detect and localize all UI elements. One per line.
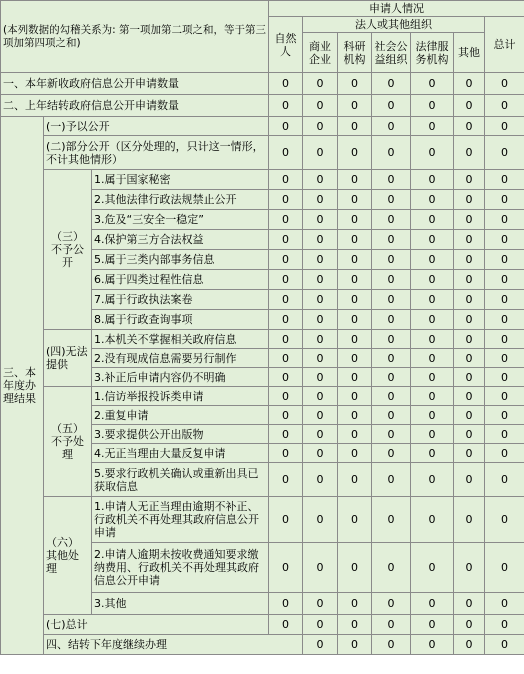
cell-value: 0 [454,387,485,406]
social-header: 社会公益组织 [372,33,411,73]
table-note: (本列数据的勾稽关系为: 第一项加第二项之和，等于第三项加第四项之和) [1,1,269,73]
cell-value: 0 [485,635,524,655]
cell-value: 0 [372,117,411,136]
row-label: 3.其他 [92,593,269,615]
legal-org-header: 法人或其他组织 [303,17,485,33]
cell-value: 0 [269,290,303,310]
cell-value: 0 [411,543,454,593]
cell-value: 0 [338,497,372,543]
cell-value: 0 [269,543,303,593]
cell-value: 0 [485,368,524,387]
cell-value: 0 [269,170,303,190]
cell-value: 0 [485,270,524,290]
cell-value: 0 [269,330,303,349]
section-label-not-disclosed: （三）不予公开 [44,170,92,330]
cell-value: 0 [372,95,411,117]
row-label: 4.保护第三方合法权益 [92,230,269,250]
cell-value: 0 [485,310,524,330]
cell-value: 0 [454,463,485,497]
cell-value: 0 [454,444,485,463]
cell-value: 0 [269,349,303,368]
cell-value: 0 [372,230,411,250]
table-row [1,635,524,655]
cell-value: 0 [411,387,454,406]
cell-value: 0 [411,349,454,368]
cell-value: 0 [372,593,411,615]
row-label: 3.补正后申请内容仍不明确 [92,368,269,387]
section-label-results: 三、本年度办理结果 [1,117,44,655]
row-label: 1.信访举报投诉类申请 [92,387,269,406]
cell-value: 0 [372,250,411,270]
row-label: 2.重复申请 [92,406,269,425]
cell-value: 0 [485,425,524,444]
row-label: 1.申请人无正当理由逾期不补正、行政机关不再处理其政府信息公开 申请 [92,497,269,543]
cell-value: 0 [303,463,338,497]
cell-value: 0 [485,290,524,310]
cell-value: 0 [411,250,454,270]
cell-value: 0 [303,170,338,190]
cell-value: 0 [454,406,485,425]
row-label: 6.属于四类过程性信息 [92,270,269,290]
cell-value: 0 [338,310,372,330]
cell-value: 0 [303,230,338,250]
cell-value: 0 [372,387,411,406]
cell-value: 0 [485,406,524,425]
cell-value: 0 [338,444,372,463]
cell-value: 0 [338,170,372,190]
cell-value: 0 [411,190,454,210]
cell-value: 0 [454,615,485,635]
cell-value: 0 [411,444,454,463]
cell-value: 0 [454,497,485,543]
cell-value: 0 [372,270,411,290]
cell-value: 0 [303,368,338,387]
cell-value: 0 [411,593,454,615]
cell-value: 0 [303,95,338,117]
cell-value: 0 [338,463,372,497]
row-label: 3.要求提供公开出版物 [92,425,269,444]
cell-value: 0 [485,387,524,406]
cell-value: 0 [485,463,524,497]
cell-value: 0 [303,387,338,406]
legal-service-header: 法律服务机构 [411,33,454,73]
table-row [1,615,524,635]
table-row [1,117,524,136]
research-header: 科研机构 [338,33,372,73]
cell-value: 0 [303,406,338,425]
cell-value: 0 [485,95,524,117]
cell-value: 0 [338,73,372,95]
cell-value: 0 [485,117,524,136]
cell-value: 0 [303,117,338,136]
cell-value: 0 [485,210,524,230]
cell-value: 0 [303,615,338,635]
cell-value: 0 [454,73,485,95]
cell-value: 0 [485,250,524,270]
cell-value: 0 [269,387,303,406]
cell-value: 0 [338,230,372,250]
table-row [1,330,524,349]
table-row [1,387,524,406]
row-label: 8.属于行政查询事项 [92,310,269,330]
cell-value: 0 [269,497,303,543]
cell-value: 0 [411,95,454,117]
cell-value: 0 [338,290,372,310]
row-label: 2.申请人逾期未按收费通知要求缴 纳费用、行政机关不再处理其政府 信息公开申请 [92,543,269,593]
cell-value: 0 [338,210,372,230]
cell-value: 0 [303,190,338,210]
cell-value: 0 [372,190,411,210]
cell-value: 0 [269,230,303,250]
cell-value: 0 [454,349,485,368]
cell-value: 0 [303,635,338,655]
cell-value: 0 [411,230,454,250]
row-label: 5.属于三类内部事务信息 [92,250,269,270]
cell-value: 0 [454,290,485,310]
cell-value: 0 [269,593,303,615]
cell-value: 0 [485,615,524,635]
row-label: 1.本机关不掌握相关政府信息 [92,330,269,349]
cell-value: 0 [454,117,485,136]
cell-value: 0 [454,310,485,330]
cell-value: 0 [372,136,411,170]
cell-value: 0 [303,497,338,543]
cell-value: 0 [338,425,372,444]
cell-value: 0 [338,117,372,136]
cell-value: 0 [338,270,372,290]
table-row [1,73,524,95]
cell-value: 0 [372,330,411,349]
row-label: 5.要求行政机关确认或重新出具已 获取信息 [92,463,269,497]
total-header: 总计 [485,17,524,73]
cell-value: 0 [411,270,454,290]
cell-value: 0 [454,210,485,230]
natural-person-header: 自然人 [269,17,303,73]
cell-value: 0 [303,136,338,170]
cell-value: 0 [485,136,524,170]
cell-value: 0 [485,190,524,210]
cell-value: 0 [454,635,485,655]
row-label: 3.危及“三安全一稳定” [92,210,269,230]
section-label-not-processed: （五）不予处理 [44,387,92,497]
cell-value: 0 [372,349,411,368]
row-label: 2.其他法律行政法规禁止公开 [92,190,269,210]
cell-value: 0 [269,136,303,170]
cell-value: 0 [269,95,303,117]
cell-value: 0 [303,290,338,310]
row-label: 四、结转下年度继续办理 [44,635,303,655]
cell-value: 0 [269,190,303,210]
cell-value: 0 [372,210,411,230]
cell-value: 0 [485,170,524,190]
cell-value: 0 [303,444,338,463]
cell-value: 0 [411,497,454,543]
cell-value: 0 [269,406,303,425]
cell-value: 0 [338,593,372,615]
cell-value: 0 [303,250,338,270]
cell-value: 0 [303,593,338,615]
applicant-situation-header: 申请人情况 [269,1,524,17]
cell-value: 0 [303,310,338,330]
cell-value: 0 [372,73,411,95]
cell-value: 0 [338,349,372,368]
cell-value: 0 [338,635,372,655]
cell-value: 0 [411,635,454,655]
cell-value: 0 [303,330,338,349]
cell-value: 0 [372,425,411,444]
row-label: 7.属于行政执法案卷 [92,290,269,310]
cell-value: 0 [454,95,485,117]
cell-value: 0 [485,593,524,615]
other-header: 其他 [454,33,485,73]
section-label-other-handling: （六）其他处理 [44,497,92,615]
cell-value: 0 [269,463,303,497]
cell-value: 0 [269,615,303,635]
cell-value: 0 [454,330,485,349]
cell-value: 0 [485,349,524,368]
row-label: (二)部分公开（区分处理的，只计这一情形，不计其他情形） [44,136,269,170]
row-label: (一)予以公开 [44,117,269,136]
cell-value: 0 [303,73,338,95]
cell-value: 0 [411,463,454,497]
cell-value: 0 [303,543,338,593]
cell-value: 0 [303,425,338,444]
cell-value: 0 [338,330,372,349]
cell-value: 0 [454,368,485,387]
cell-value: 0 [485,444,524,463]
cell-value: 0 [372,635,411,655]
cell-value: 0 [372,615,411,635]
cell-value: 0 [372,497,411,543]
row-label: (七)总计 [44,615,269,635]
cell-value: 0 [372,290,411,310]
cell-value: 0 [372,444,411,463]
cell-value: 0 [269,117,303,136]
cell-value: 0 [411,117,454,136]
cell-value: 0 [269,444,303,463]
cell-value: 0 [411,170,454,190]
cell-value: 0 [372,463,411,497]
cell-value: 0 [338,406,372,425]
cell-value: 0 [411,425,454,444]
cell-value: 0 [269,210,303,230]
cell-value: 0 [411,368,454,387]
cell-value: 0 [454,543,485,593]
cell-value: 0 [411,330,454,349]
cell-value: 0 [269,425,303,444]
table-row [1,497,524,543]
cell-value: 0 [485,230,524,250]
cell-value: 0 [411,136,454,170]
table-row [1,170,524,190]
cell-value: 0 [411,406,454,425]
cell-value: 0 [338,387,372,406]
table-row [1,95,524,117]
cell-value: 0 [411,310,454,330]
row-label: 1.属于国家秘密 [92,170,269,190]
cell-value: 0 [372,406,411,425]
commercial-header: 商业企业 [303,33,338,73]
cell-value: 0 [454,425,485,444]
cell-value: 0 [338,368,372,387]
cell-value: 0 [454,170,485,190]
cell-value: 0 [485,73,524,95]
row-label: 2.没有现成信息需要另行制作 [92,349,269,368]
table-row [1,136,524,170]
row-label: 二、上年结转政府信息公开申请数量 [1,95,269,117]
cell-value: 0 [338,190,372,210]
cell-value: 0 [303,349,338,368]
row-label: 一、本年新收政府信息公开申请数量 [1,73,269,95]
cell-value: 0 [454,270,485,290]
cell-value: 0 [338,543,372,593]
cell-value: 0 [485,543,524,593]
cell-value: 0 [454,136,485,170]
cell-value: 0 [454,593,485,615]
cell-value: 0 [338,95,372,117]
cell-value: 0 [269,368,303,387]
cell-value: 0 [269,73,303,95]
cell-value: 0 [411,73,454,95]
cell-value: 0 [338,136,372,170]
cell-value: 0 [411,210,454,230]
cell-value: 0 [372,368,411,387]
cell-value: 0 [411,290,454,310]
cell-value: 0 [454,230,485,250]
cell-value: 0 [303,270,338,290]
cell-value: 0 [411,615,454,635]
cell-value: 0 [485,497,524,543]
cell-value: 0 [372,543,411,593]
cell-value: 0 [485,330,524,349]
cell-value: 0 [372,170,411,190]
row-label: 4.无正当理由大量反复申请 [92,444,269,463]
cell-value: 0 [338,250,372,270]
section-label-unable: (四)无法提供 [44,330,92,387]
cell-value: 0 [269,270,303,290]
cell-value: 0 [338,615,372,635]
cell-value: 0 [454,190,485,210]
cell-value: 0 [454,250,485,270]
cell-value: 0 [303,210,338,230]
cell-value: 0 [269,250,303,270]
cell-value: 0 [372,310,411,330]
cell-value: 0 [269,310,303,330]
